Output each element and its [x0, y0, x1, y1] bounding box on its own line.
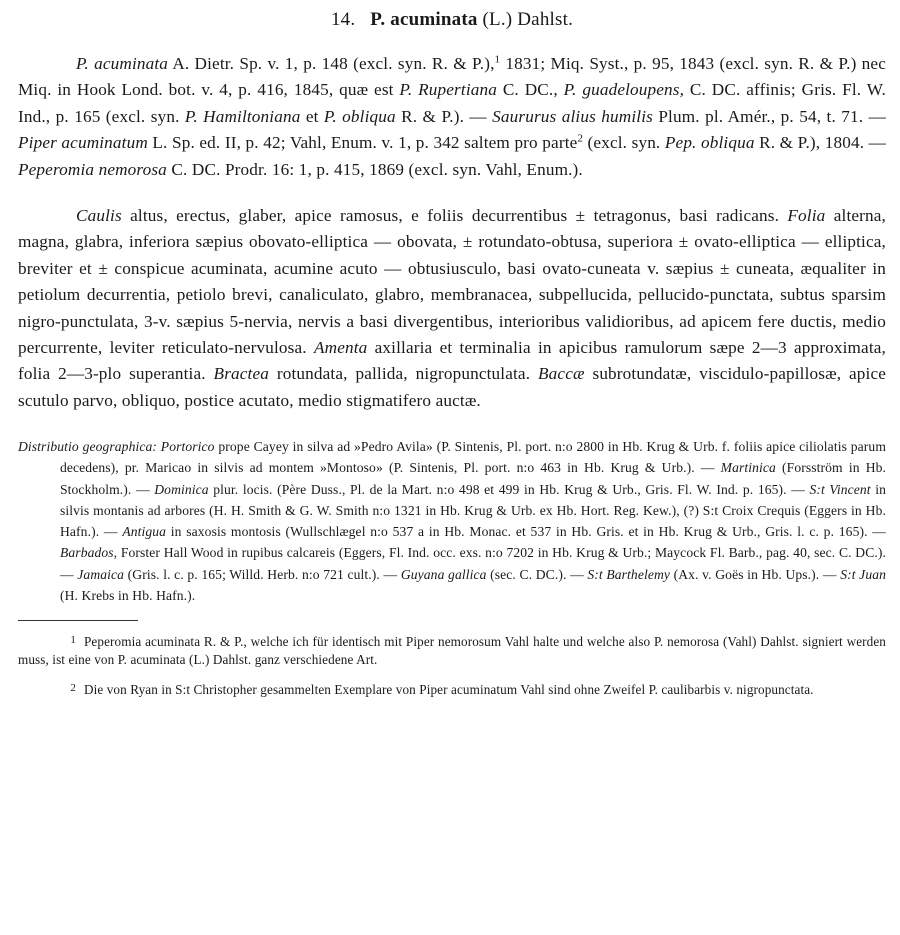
description-text-7: rotundata, pallida, nigropunctulata. [269, 364, 539, 384]
synonymy-text-1: A. Dietr. Sp. v. 1, p. 148 (excl. syn. R. & P.), [168, 54, 495, 73]
species-number: 14. [330, 9, 356, 30]
synonymy-text-17: (excl. syn. [583, 133, 665, 153]
distribution-italic-4: Dominica [154, 481, 209, 497]
footnote-2-mark: 2 [70, 681, 76, 694]
distribution-text-13: (Gris. l. c. p. 165; Willd. Herb. n:o 721 cult.). — [124, 566, 401, 582]
distribution-italic-8: Antigua [122, 524, 167, 540]
footnote-2-text: Die von Ryan in S:t Christopher gesammelten Exemplare von Piper acuminatum Vahl sind ohne Zweifel P. caulibarbis v. nigropunctata. [84, 681, 814, 697]
synonymy-text-19: R. & P.), 1804. — [754, 133, 886, 153]
synonymy-text-9: et [300, 106, 324, 126]
distribution-italic-14: Guyana gallica [400, 566, 487, 582]
footnote-1-text: Peperomia acuminata R. & P., welche ich für identisch mit Piper nemorosum Vahl halte und welche also P. nemorosa (Vahl) Dahlst. signiert werden muss, ist eine von P. acuminata (L.) Dahlst. ganz verschiedene Art. [18, 633, 886, 667]
distribution-italic-10: Barbados, [60, 545, 118, 561]
distribution-italic-6: S:t Vincent [809, 481, 871, 497]
distribution-text-9: in saxosis montosis (Wullschlægel n:o 537 a in Hb. Monac. et 537 in Hb. Gris. et in Hb. Krug & Urb., Gris. l. c. p. 165). — [166, 524, 887, 540]
footnote-2 [18, 679, 886, 699]
species-heading [18, 9, 886, 31]
synonymy-footnote-ref-2: 1 [494, 53, 501, 66]
distribution-italic-0: Distributio geographica: Portorico [18, 439, 215, 455]
distribution-text-7: in silvis montanis ad arbores (H. H. Smith & G. W. Smith n:o 1321 in Hb. Krug & Urb. ex Hb. Hort. Reg. Kew.), (?) S:t Croix Crequis (Eggers in Hb. Hafn.). — [60, 481, 886, 540]
species-author: (L.) Dahlst. [482, 9, 574, 30]
synonymy-italic-0: P. acuminata [76, 54, 169, 73]
distribution-text-15: (sec. C. DC.). — [486, 566, 588, 582]
synonymy-italic-4: P. Rupertiana [399, 80, 497, 100]
distribution-text-5: plur. locis. (Père Duss., Pl. de la Mart. n:o 498 et 499 in Hb. Krug & Urb., Gris. Fl. W. Ind. p. 165). — [208, 481, 810, 497]
page [18, 0, 886, 699]
distribution-text-1: prope Cayey in silva ad »Pedro Avila» (P. Sintenis, Pl. port. n:o 2800 in Hb. Krug & Urb. f. foliis apice ciliolatis parum decedens), pr. Maricao in silvis ad montem »Montoso» (P. Sintenis, Pl. port. n:o 463 in Hb. Krug & Urb.). — [60, 439, 886, 476]
distribution-text-17: (Ax. v. Goës in Hb. Ups.). — [670, 566, 841, 582]
distribution-paragraph [18, 436, 886, 606]
species-name: P. acuminata [370, 9, 478, 30]
description-italic-6: Bractea [213, 364, 270, 384]
synonymy-italic-6: P. guadeloupens, [563, 80, 685, 100]
description-text-5: axillaria et terminalia in apicibus ramulorum sæpe 2—3 approximata, folia 2—3-plo superantia. [18, 338, 886, 384]
synonymy-italic-18: Pep. obliqua [664, 133, 755, 153]
distribution-italic-16: S:t Barthelemy [587, 566, 671, 582]
description-italic-0: Caulis [76, 206, 122, 226]
synonymy-text-5: C. DC., [496, 80, 564, 100]
footnote-1-mark: 1 [70, 633, 76, 646]
distribution-text-19: (H. Krebs in Hb. Hafn.). [60, 587, 196, 603]
synonymy-text-13: Plum. pl. Amér., p. 54, t. 71. — [652, 106, 886, 126]
synonymy-text-11: R. & P.). — [395, 106, 493, 126]
distribution-text-3: (Forsström in Hb. Stockholm.). — [60, 460, 887, 497]
synonymy-italic-20: Peperomia nemorosa [18, 159, 167, 179]
description-text-1: altus, erectus, glaber, apice ramosus, e foliis decurrentibus ± tetragonus, basi radicans. [121, 206, 788, 226]
description-italic-4: Amenta [313, 338, 368, 358]
synonymy-footnote-ref-16: 2 [577, 132, 584, 145]
footnote-rule [18, 620, 138, 621]
synonymy-italic-10: P. obliqua [323, 106, 396, 126]
description-italic-2: Folia [787, 206, 826, 226]
distribution-italic-18: S:t Juan [840, 566, 887, 582]
description-text-3: alterna, magna, glabra, inferiora sæpius obovato-elliptica — obovata, ± rotundato-obtusa, superiora ± ovato-elliptica — elliptica, breviter et ± conspicue acuminata, acumine acuto — obtusiusculo, basi ovato-cuneata v. sæpius ± cuneata, æqualiter in petiolum decurrentia, petiolo brevi, canaliculato, glabro, membranacea, subpellucida, pellucido-punctata, subtus sparsim nigro-punctulata, 3-v. sæpius 5-nervia, nervis a basi divergentibus, interioribus validioribus, ad apicem fere ductis, medio percurrente, leviter reticulato-nervulosa. [18, 206, 886, 358]
synonymy-text-15: L. Sp. ed. II, p. 42; Vahl, Enum. v. 1, p. 342 saltem pro parte [147, 133, 578, 153]
description-text-9: subrotundatæ, viscidulo-papillosæ, apice scutulo parvo, obliquo, postice acutato, medio stigmatifero auctæ. [18, 364, 887, 410]
description-italic-8: Baccæ [538, 364, 585, 384]
description-paragraph [18, 203, 886, 414]
distribution-text-11: Forster Hall Wood in rupibus calcareis (Eggers, Fl. Ind. occ. exs. n:o 7202 in Hb. Krug & Urb.; Maycock Fl. Barb., pag. 40, sec. C. DC.). — [60, 545, 886, 582]
synonymy-text-3: 1831; Miq. Syst., p. 95, 1843 (excl. syn. R. & P.) nec Miq. in Hook Lond. bot. v. 4, p. 416, 1845, quæ est [18, 54, 886, 100]
synonymy-text-7: C. DC. affinis; Gris. Fl. W. Ind., p. 165 (excl. syn. [18, 80, 886, 126]
footnote-1 [18, 631, 886, 669]
synonymy-italic-8: P. Hamiltoniana [184, 106, 301, 126]
synonymy-italic-12: Saururus alius humilis [492, 106, 653, 126]
synonymy-paragraph [18, 51, 886, 183]
distribution-italic-2: Martinica [720, 460, 776, 476]
synonymy-text-21: C. DC. Prodr. 16: 1, p. 415, 1869 (excl. syn. Vahl, Enum.). [166, 159, 583, 179]
distribution-italic-12: Jamaica [77, 566, 125, 582]
synonymy-italic-14: Piper acuminatum [18, 133, 148, 153]
